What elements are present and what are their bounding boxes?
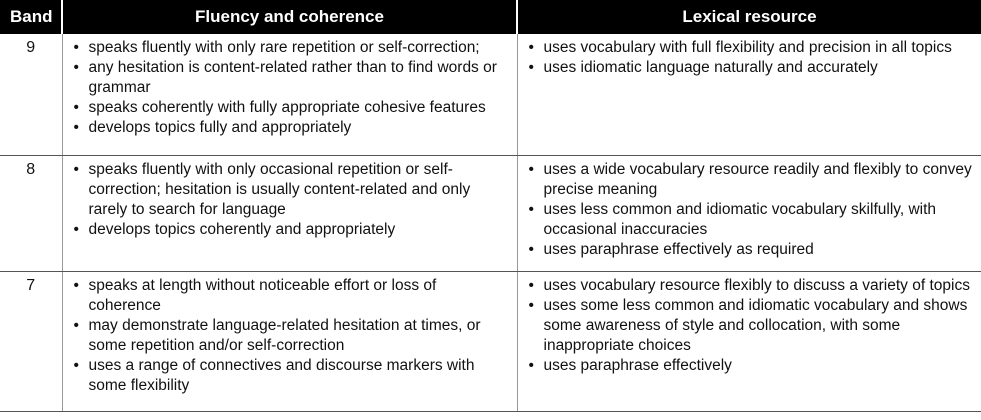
band-number: 8 [0, 156, 62, 272]
band-number: 9 [0, 34, 62, 156]
fluency-list [69, 276, 511, 396]
list-item: • uses vocabulary resource flexibly to discuss a variety of topics [544, 276, 976, 296]
lexical-cell [517, 272, 981, 412]
header-lexical: Lexical resource [517, 0, 981, 34]
fluency-list [69, 160, 511, 240]
list-item: • uses paraphrase effectively as required [544, 240, 976, 260]
fluency-list [69, 38, 511, 138]
list-item: • speaks fluently with only rare repetition or self-correction; [89, 38, 511, 58]
list-item: • may demonstrate language-related hesitation at times, or some repetition and/or self-correction [89, 316, 511, 356]
list-item: • uses a range of connectives and discourse markers with some flexibility [89, 356, 511, 396]
list-item: • uses a wide vocabulary resource readily and flexibly to convey precise meaning [544, 160, 976, 200]
lexical-list [524, 160, 976, 260]
header-fluency: Fluency and coherence [62, 0, 517, 34]
header-row [0, 0, 981, 34]
lexical-cell [517, 156, 981, 272]
fluency-cell [62, 272, 517, 412]
list-item: • develops topics fully and appropriately [89, 118, 511, 138]
list-item: • speaks fluently with only occasional repetition or self-correction; hesitation is usually content-related and only rarely to search for language [89, 160, 511, 220]
list-item: • uses some less common and idiomatic vocabulary and shows some awareness of style and collocation, with some inappropriate choices [544, 296, 976, 356]
lexical-list [524, 38, 976, 78]
list-item: • speaks at length without noticeable effort or loss of coherence [89, 276, 511, 316]
lexical-list [524, 276, 976, 376]
list-item: • speaks coherently with fully appropriate cohesive features [89, 98, 511, 118]
list-item: • any hesitation is content-related rather than to find words or grammar [89, 58, 511, 98]
header-band: Band [0, 0, 62, 34]
fluency-cell [62, 34, 517, 156]
fluency-cell [62, 156, 517, 272]
list-item: • uses paraphrase effectively [544, 356, 976, 376]
lexical-cell [517, 34, 981, 156]
list-item: • develops topics coherently and appropriately [89, 220, 511, 240]
table-row-band-9 [0, 34, 981, 156]
list-item: • uses idiomatic language naturally and accurately [544, 58, 976, 78]
list-item: • uses less common and idiomatic vocabulary skilfully, with occasional inaccuracies [544, 200, 976, 240]
band-number: 7 [0, 272, 62, 412]
table-row-band-7 [0, 272, 981, 412]
table-row-band-8 [0, 156, 981, 272]
list-item: • uses vocabulary with full flexibility and precision in all topics [544, 38, 976, 58]
